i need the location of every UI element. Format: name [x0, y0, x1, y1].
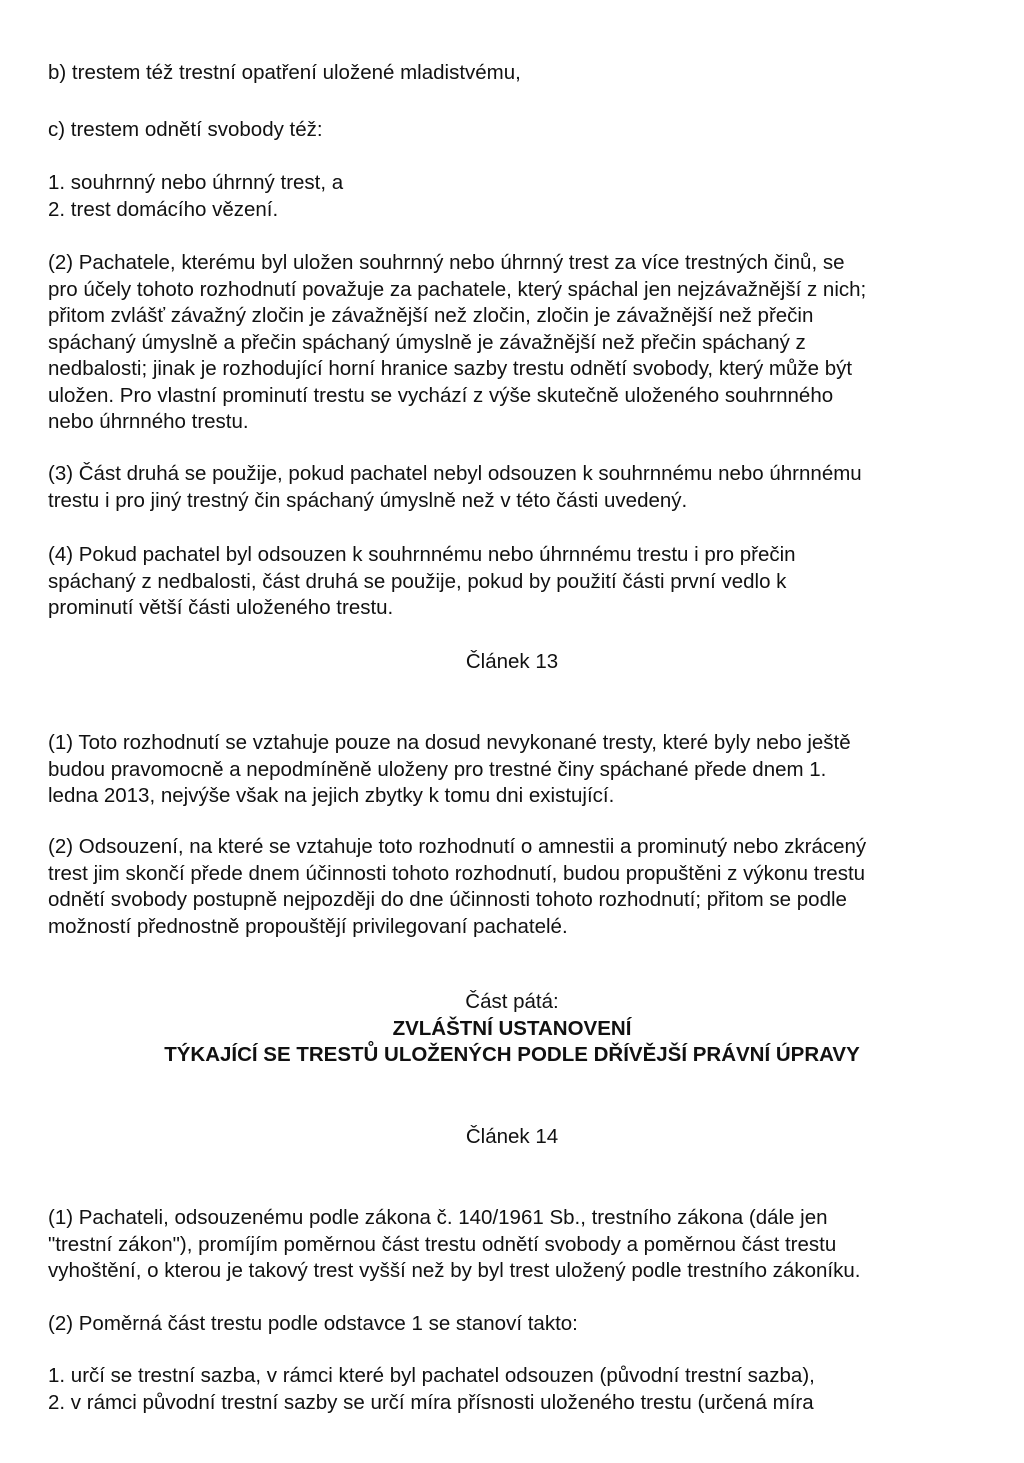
- item-b: [48, 60, 521, 87]
- article-14-paragraph-2: [48, 1311, 578, 1338]
- paragraph-3: [48, 461, 862, 514]
- text-line: (2) Odsouzení, na které se vztahuje toto rozhodnutí o amnestii a prominutý nebo zkrácený: [48, 835, 867, 858]
- text-line: (3) Část druhá se použije, pokud pachatel nebyl odsouzen k souhrnnému nebo úhrnnému: [48, 462, 862, 485]
- text-line: prominutí větší části uloženého trestu.: [48, 596, 394, 619]
- text-line: přitom zvlášť závažný zločin je závažnější než zločin, zločin je závažnější než přečin: [48, 304, 814, 327]
- heading-text: Článek 14: [465, 1125, 559, 1148]
- text-line: ledna 2013, nejvýše však na jejich zbytky k tomu dni existující.: [48, 784, 615, 807]
- text-line: pro účely tohoto rozhodnutí považuje za pachatele, který spáchal jen nejzávažnější z nich;: [48, 277, 867, 301]
- text-line: "trestní zákon"), promíjím poměrnou část trestu odnětí svobody a poměrnou část trestu: [48, 1232, 837, 1256]
- sub-list-1: [48, 170, 343, 223]
- sub-list-2: [48, 1363, 815, 1416]
- text-line: nedbalosti; jinak je rozhodující horní hranice sazby trestu odnětí svobody, který může být: [48, 357, 853, 380]
- text-line: (2) Pachatele, kterému byl uložen souhrnný nebo úhrnný trest za více trestných činů, se: [48, 251, 845, 274]
- text-line: (1) Toto rozhodnutí se vztahuje pouze na dosud nevykonané tresty, které byly nebo ještě: [48, 731, 851, 754]
- part-title-line-2: TÝKAJÍCÍ SE TRESTŮ ULOŽENÝCH PODLE DŘÍVĚJŠÍ PRÁVNÍ ÚPRAVY: [164, 1043, 860, 1066]
- article-13-paragraph-2: [48, 834, 866, 940]
- part-label: Část pátá:: [465, 990, 559, 1013]
- item-c: [48, 117, 323, 144]
- list-item: 1. souhrnný nebo úhrnný trest, a: [48, 171, 344, 194]
- text-line: trest jim skončí přede dnem účinnosti tohoto rozhodnutí, budou propuštěni z výkonu trestu: [48, 861, 866, 885]
- text-line: spáchaný z nedbalosti, část druhá se použije, pokud by použití části první vedlo k: [48, 569, 787, 593]
- list-item: 2. trest domácího vězení.: [48, 197, 279, 221]
- paragraph-4: [48, 542, 796, 622]
- text-line: (2) Poměrná část trestu podle odstavce 1 se stanoví takto:: [48, 1312, 578, 1335]
- article-13-heading: [0, 649, 1024, 676]
- text-line: c) trestem odnětí svobody též:: [48, 118, 323, 141]
- article-13-paragraph-1: [48, 730, 851, 810]
- part-title-line-1: ZVLÁŠTNÍ USTANOVENÍ: [392, 1016, 632, 1040]
- text-line: trestu i pro jiný trestný čin spáchaný úmyslně než v této části uvedený.: [48, 488, 688, 512]
- article-14-paragraph-1: [48, 1205, 860, 1285]
- text-line: uložen. Pro vlastní prominutí trestu se vychází z výše skutečně uloženého souhrnného: [48, 383, 834, 407]
- text-line: vyhoštění, o kterou je takový trest vyšší než by byl trest uložený podle trestního zákoníku.: [48, 1259, 861, 1282]
- text-line: možností přednostně propouštějí privilegovaní pachatelé.: [48, 914, 568, 938]
- text-line: budou pravomocně a nepodmíněně uloženy pro trestné činy spáchané přede dnem 1.: [48, 757, 827, 781]
- text-line: nebo úhrnného trestu.: [48, 410, 249, 433]
- article-14-heading: [0, 1124, 1024, 1151]
- paragraph-2: [48, 250, 866, 436]
- text-line: spáchaný úmyslně a přečin spáchaný úmyslně je závažnější než přečin spáchaný z: [48, 330, 806, 354]
- text-line: (4) Pokud pachatel byl odsouzen k souhrnnému nebo úhrnnému trestu i pro přečin: [48, 543, 796, 566]
- list-item: 1. určí se trestní sazba, v rámci které byl pachatel odsouzen (původní trestní sazba),: [48, 1364, 815, 1387]
- text-line: odnětí svobody postupně nejpozději do dne účinnosti tohoto rozhodnutí; přitom se podle: [48, 888, 847, 911]
- text-line: b) trestem též trestní opatření uložené mladistvému,: [48, 61, 521, 84]
- text-line: (1) Pachateli, odsouzenému podle zákona č. 140/1961 Sb., trestního zákona (dále jen: [48, 1206, 828, 1229]
- part-5-header: [0, 989, 1024, 1069]
- list-item: 2. v rámci původní trestní sazby se určí míra přísnosti uloženého trestu (určená míra: [48, 1390, 814, 1414]
- heading-text: Článek 13: [465, 650, 559, 673]
